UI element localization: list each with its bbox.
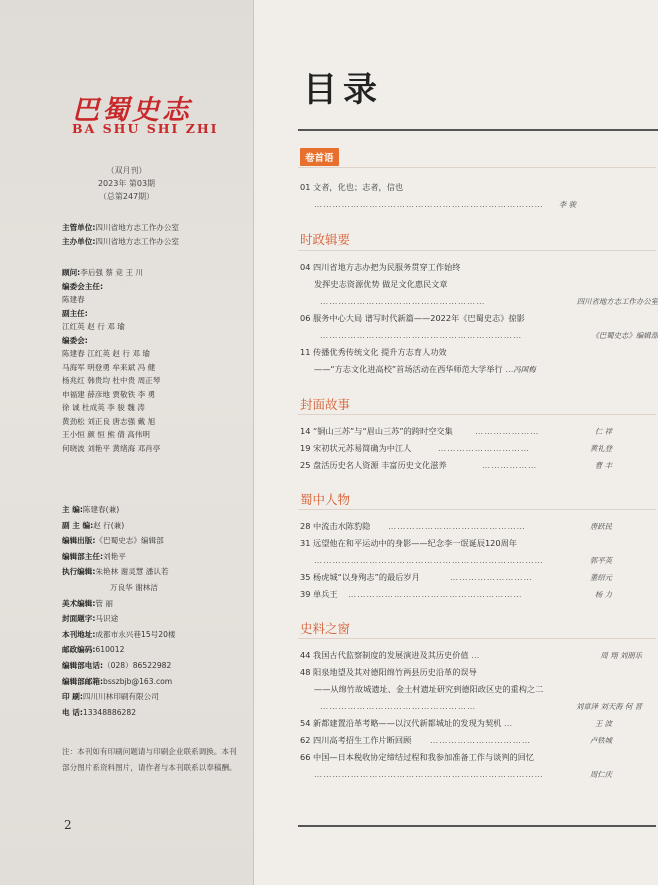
staff-line: 本刊地址:成都市永兴巷15号20楼	[62, 629, 176, 639]
staff-line: 邮政编码:610012	[62, 645, 125, 655]
section-heading-cover-story: 封面故事	[300, 397, 351, 412]
board-line: 顾问:李后强 蔡 竞 王 川	[62, 268, 144, 277]
toc-entry: 04 四川省地方志办把为民服务贯穿工作始终	[300, 262, 461, 272]
staff-line: 编辑部电话:（028）86522982	[62, 660, 172, 670]
masthead-sidebar	[0, 0, 254, 885]
section-divider	[298, 167, 656, 168]
staff-line: 主 编:陈建春(兼)	[62, 505, 120, 514]
toc-entry: 25 盘活历史名人资源 丰富历史文化滋养 ……………… 曹 丰	[300, 460, 612, 470]
section-divider	[298, 250, 656, 251]
staff-line: 电 话:13348886282	[62, 707, 137, 717]
board-line: 陈建春 江红英 赵 行 邓 瑜	[62, 349, 151, 358]
toc-entry: 39 单兵王 ………………………………………………… 杨 力	[300, 589, 612, 599]
section-heading-figures: 蜀中人物	[300, 492, 351, 507]
issue-info	[0, 164, 253, 203]
staff-line: 编辑出版:《巴蜀史志》编辑部	[62, 536, 164, 546]
toc-entry: 35 杨虎城“以身殉志”的最后岁月 ……………………… 董绍元	[300, 572, 612, 582]
title-divider	[298, 129, 658, 131]
toc-entry: 14 “铜山三苏”与“眉山三苏”的跨时空交集 ………………… 仁 祥	[300, 426, 612, 436]
board-line: 黄劲松 刘正良 唐志强 戴 旭	[62, 416, 156, 426]
staff-line: 副 主 编:赵 行(兼)	[62, 520, 125, 530]
sponsors-block	[62, 221, 179, 248]
issue-frequency: （双月刊）	[106, 166, 147, 175]
toc-title: 目录	[303, 70, 383, 110]
toc-entry: 发挥史志资源优势 做足文化惠民文章	[314, 279, 448, 289]
board-line: 马海军 明登勇 牟来斌 冯 健	[62, 362, 156, 372]
board-line: 副主任:	[62, 308, 88, 318]
staff-line: 美术编辑:管 丽	[62, 598, 114, 608]
toc-entry: 31 远望他在和平运动中的身影——纪念李一氓诞辰120周年	[300, 538, 517, 548]
board-line: 何晓波 刘艳平 黄绪海 邓肖亭	[62, 443, 161, 453]
toc-entry: 11 传播优秀传统文化 提升方志育人功效	[300, 347, 447, 357]
staff-line: 印 刷:四川川林印刷有限公司	[62, 692, 159, 702]
section-divider	[298, 509, 656, 510]
magazine-logo: 巴蜀史志	[72, 95, 192, 126]
toc-entry: 44 我国古代监察制度的发展演进及其历史价值 … 周 翔 刘朋乐	[300, 650, 642, 660]
section-divider	[298, 638, 656, 639]
toc-entry: 06 服务中心大局 谱写时代新篇——2022年《巴蜀史志》掠影	[300, 313, 525, 323]
toc-entry: 28 中流击水陈豹隐 ……………………………………… 唐跃民	[300, 521, 612, 531]
board-line: 编委会主任:	[62, 281, 104, 291]
staff-line: 编辑部主任:刘艳平	[62, 551, 126, 561]
sponsor-line: 主管单位:四川省地方志工作办公室	[62, 223, 179, 232]
toc-entry: 66 中国—日本税收协定缔结过程和我参加准备工作与谈判的回忆	[300, 752, 535, 762]
staff-line: 封面题字:马识途	[62, 614, 119, 624]
section-heading-archives: 史料之窗	[300, 621, 351, 636]
bottom-divider	[298, 825, 656, 827]
board-line: 徐 诚 杜成英 李 骏 魏 涛	[62, 403, 145, 412]
board-line: 王小恒 颜 恒 熊 倩 高伟明	[62, 430, 151, 439]
board-line: 编委会:	[62, 335, 88, 345]
toc-entry: ——“方志文化进高校”首场活动在西华师范大学举行 …冯国梅	[314, 364, 536, 374]
page-number: 2	[64, 818, 72, 832]
toc-entry: 54 新都建置沿革考略——以汉代新都城址的发现为契机 … 王 波	[300, 718, 612, 728]
staff-line: 万良华 谢林洁	[110, 582, 158, 592]
magazine-logo-pinyin: BA SHU SHI ZHI	[72, 121, 219, 136]
board-line: 陈建春	[62, 295, 85, 304]
board-line: 杨兆红 韩贵均 杜中贵 周正琴	[62, 376, 161, 385]
staff-line: 执行编辑:朱艳林 谢灵慧 潘认若	[62, 567, 169, 577]
toc-entry: 48 阳泉地望及其对德阳绵竹两县历史沿革的误导	[300, 667, 477, 677]
editorial-board	[62, 266, 160, 455]
toc-entry: 19 宋初状元苏易简确为中江人 ………………………… 黄礼登	[300, 443, 612, 453]
issue-total: （总第247期）	[98, 192, 155, 201]
copyright-note: 注：本刊如有印刷问题请与印刷企业联系调换。本刊部分图片系资料图片，请作者与本刊联系以奉稿酬。	[62, 747, 237, 772]
staff-block	[62, 502, 176, 720]
section-divider	[298, 414, 656, 415]
staff-line: 编辑部邮箱:bsszbjb@163.com	[62, 676, 173, 686]
section-heading-foreword: 卷首语	[300, 148, 339, 166]
sponsor-line: 主办单位:四川省地方志工作办公室	[62, 236, 179, 246]
section-heading-politics: 时政辑要	[300, 232, 351, 247]
toc-entry: 01 文者，化也；志者，信也	[300, 182, 404, 192]
board-line: 申福建 薛彦地 贾敬铁 李 勇	[62, 389, 156, 399]
issue-number: 2023年 第03期	[97, 179, 156, 188]
board-line: 江红英 赵 行 邓 瑜	[62, 322, 125, 331]
toc-entry: 62 四川高考招生工作片断回顾 …………………………… 卢铁城	[300, 735, 612, 745]
toc-entry: ——从绵竹故城遗址、金土村遗址研究到德阳政区史的重构之二	[314, 684, 544, 694]
